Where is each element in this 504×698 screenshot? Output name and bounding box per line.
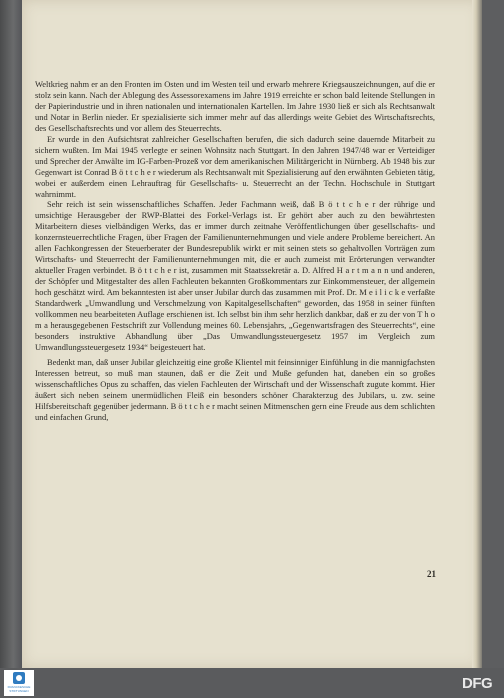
paragraph-2: Er wurde in den Aufsichtsrat zahlreicher Gesellschaften berufen, die sich dadurch seine dauernde Mitarbeit zu sichern wußten. Im Mai 1945 verlegte er seinen Wohnsitz nach Stuttgart. In den Jahren 1947/48 war er Verteidiger und Sprecher der Anwälte im IG-Farben-Prozeß vor dem amerikanischen Militärgericht in Nürnberg. Ab 1948 bis zur Gegenwart ist Conrad B ö t t c h e r wiederum als Rechtsanwalt mit Spezialisierung auf den erwähnten Gebieten tätig, wobei er außerdem einen Lehrauftrag für Gesellschafts- u. Steuerrecht an der Techn. Hochschule in Stuttgart wahrnimmt. (35, 133, 435, 199)
book-spine-left (0, 0, 22, 668)
institution-logo[interactable] (4, 670, 34, 696)
institution-emblem-icon (13, 672, 25, 684)
paragraph-3: Sehr reich ist sein wissenschaftliches Schaffen. Jeder Fachmann weiß, daß B ö t t c h e r der rührige und umsichtige Herausgeber der RWP-Blattei des Forkel-Verlags ist. Er gehört aber auch zu den bewährtesten Mitarbeitern dieses vielbändigen Werks, das er immer durch zeitnahe Veröffentlichungen über gesellschafts- und konzernsteuerrechtliche Fragen, über Fragen der Familienunternehmungen und viele andere Probleme bereichert. An allen Fachkongressen der Steuerberater der Bundesrepublik wirkt er mit seinen stets so gehaltvollen Vorträgen zum Wirtschafts- und Steuerrecht der Familienunternehmungen mit, die er auch zumeist mit Erörterungen verwandter aktueller Fragen verbindet. B ö t t c h e r ist, zusammen mit Staatssekretär a. D. Alfred H a r t m a n n und anderen, der Schöpfer und Mitgestalter des allen Fachleuten bekannten Großkommentars zur Einkommensteuer, der allgemein hoch geschätzt wird. Am bekanntesten ist aber unser Jubilar durch das zusammen mit Prof. Dr. M e i l i c k e verfaßte Standardwerk „Umwandlung und Verschmelzung von Kapitalgesellschaften“ geworden, das 1958 in seiner fünften vollkommen neu bearbeiteten Auflage erschienen ist. Ich selbst bin ihm sehr herzlich dankbar, daß er zu der von T h o m a herausgegebenen Festschrift zur Vollendung meines 60. Lebensjahrs, „Gegenwartsfragen des Steuerrechts“, eine besonders instruktive Abhandlung über „Das Umwandlungssteuergesetz 1957 im Vergleich zum Umwandlungssteuergesetz 1934“ beigesteuert hat. (35, 199, 435, 352)
institution-logo-label: FRANCKESCHE STIFTUNGEN (7, 685, 31, 693)
page-number: 21 (427, 569, 436, 579)
viewer-footer (0, 668, 504, 698)
paragraph-4: Bedenkt man, daß unser Jubilar gleichzeitig eine große Klientel mit feinsinniger Einfühlung in die mannigfachsten Interessen betreut, so muß man staunen, daß er die Zeit und Muße gefunden hat, daneben ein so großes wissenschaftliches Opus zu schaffen, das vielen Fachleuten der Wirtschaft und der Wissenschaft zugute kommt. Hier äußert sich neben seinem unermüdlichen Fleiß ein besonders schöner Charakterzug des Jubilars, u. zw. seine Hilfsbereitschaft gegenüber jedermann. B ö t t c h e r macht seinen Mitmenschen gern eine Freude aus dem schlichten und einfachen Grund, (35, 356, 435, 422)
page-edge (472, 0, 482, 668)
paragraph-1: Weltkrieg nahm er an den Fronten im Osten und im Westen teil und erwarb mehrere Kriegsauszeichnungen, auf die er stolz sein kann. Nach der Ablegung des Assessorexamens im Jahre 1919 erreichte er schon bald leitende Stellungen in der Papierindustrie und in ihren nationalen und internationalen Kartellen. Im Jahre 1930 ließ er sich als Rechtsanwalt und Notar in Berlin nieder. Er spezialisierte sich immer mehr auf das allerdings weite Gebiet des Wirtschaftsrechts, des Gesellschaftsrechts und vor allem des Steuerrechts. (35, 79, 435, 133)
body-text (35, 79, 435, 423)
dfg-logo[interactable]: DFG (462, 675, 493, 692)
